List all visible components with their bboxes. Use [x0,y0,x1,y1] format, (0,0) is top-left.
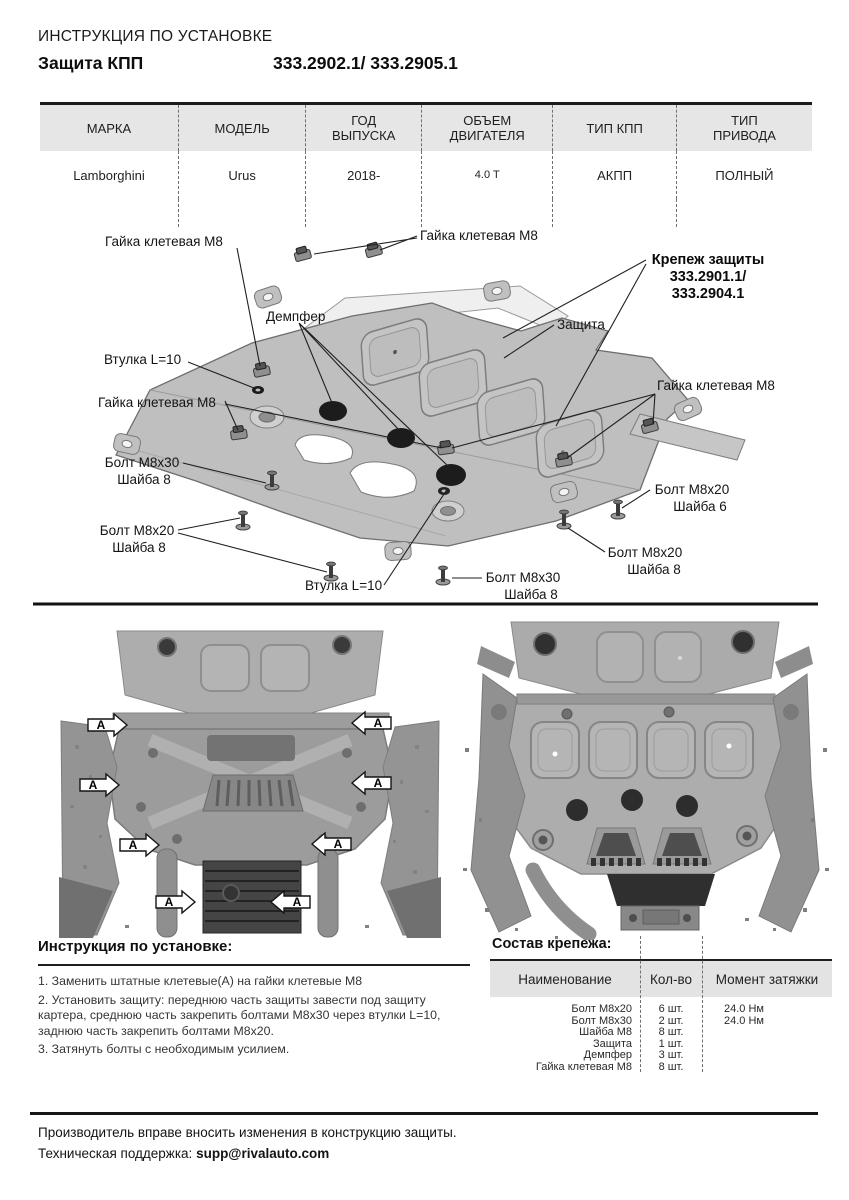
label-bolt-m8x20-right1: Болт М8х20 [654,482,730,497]
hardware-col-torque: Момент затяжки [715,971,819,987]
spec-header-gearbox: ТИП КПП [553,105,677,151]
label-fastener-kit-title: Крепеж защиты [651,252,765,268]
svg-text:A: A [128,838,138,853]
photo-underbody-stock [55,625,445,940]
svg-text:A: A [373,716,383,731]
svg-text:A: A [292,895,302,910]
label-washer8-left2: Шайба 8 [112,540,166,555]
label-damper: Демпфер [266,309,326,324]
hardware-row: Демпфер 3 шт. [583,1049,684,1061]
label-washer6-right: Шайба 6 [673,499,727,514]
footer-support-line [38,1143,457,1164]
hardware-heading: Состав крепежа: [492,936,612,952]
spec-value-year: 2018- [306,151,422,199]
hardware-col-divider-1 [640,936,641,1072]
spec-header-drive: ТИП ПРИВОДА [677,105,812,151]
installation-heading: Инструкция по установке: [38,938,470,966]
product-name: Защита КПП [38,53,144,73]
spec-header-year: ГОД ВЫПУСКА [306,105,422,151]
label-washer8-left1: Шайба 8 [117,472,171,487]
label-bolt-m8x30-bottom: Болт М8х30 [485,570,561,585]
label-bushing-left: Втулка L=10 [104,352,182,367]
spec-value-gearbox: АКПП [553,151,677,199]
footer [38,1122,457,1164]
hardware-col-divider-2 [702,936,703,1072]
spec-header-brand: МАРКА [40,105,179,151]
label-protection: Защита [557,317,605,332]
footer-support-label: Техническая поддержка: [38,1146,193,1161]
exploded-diagram [0,200,849,610]
svg-text:A: A [164,895,174,910]
hardware-row: Шайба М8 8 шт. [579,1026,684,1038]
installation-step-1: 1. Заменить штатные клетевые(А) на гайки клетевые М8 [38,974,363,988]
svg-text:A: A [333,837,343,852]
hardware-col-qty: Кол-во [650,971,692,987]
svg-text:A: A [88,778,98,793]
hardware-kit-table [490,936,832,1073]
installation-instructions [38,938,470,1058]
label-clip-nut-top-center: Гайка клетевая М8 [420,228,538,243]
spec-value-engine: 4.0 T [422,151,553,199]
label-fastener-kit-pn2: 333.2904.1 [671,286,745,302]
installation-step-2: 2. Установить защиту: переднюю часть защиты завести под защиту картера, среднюю часть закрепить болтами М8х30 через втулки L=10, заднюю часть закрепить болтами М8х20. [38,992,441,1038]
hardware-row: Гайка клетевая М8 8 шт. [535,1060,684,1073]
hardware-row: Болт М8х30 2 шт. 24.0 Нм [571,1014,764,1027]
spec-header-model: МОДЕЛЬ [179,105,306,151]
label-clip-nut-left: Гайка клетевая М8 [98,395,216,410]
spec-value-brand: Lamborghini [40,151,179,199]
spec-value-drive: ПОЛНЫЙ [715,167,774,183]
spec-header-engine: ОБЪЕМ ДВИГАТЕЛЯ [422,105,553,151]
label-washer8-bottom: Шайба 8 [504,587,558,602]
label-clip-nut-top-left: Гайка клетевая М8 [105,234,223,249]
hardware-row: Болт М8х20 6 шт. 24.0 Нм [571,1003,764,1015]
footer-support-email: supp@rivalauto.com [196,1146,330,1161]
svg-text:A: A [96,718,106,733]
spec-value-model: Urus [179,151,306,199]
part-numbers: 333.2902.1/ 333.2905.1 [273,53,458,73]
installation-step-3: 3. Затянуть болты с необходимым усилием. [38,1042,290,1056]
hardware-col-name: Наименование [518,971,612,987]
photo-underbody-installed [455,618,835,940]
label-bolt-m8x20-left: Болт М8х20 [99,523,175,538]
svg-text:A: A [373,776,383,791]
label-bolt-m8x20-right2: Болт М8х20 [607,545,683,560]
label-washer8-right: Шайба 8 [627,562,681,577]
label-fastener-kit-pn1: 333.2901.1/ [669,269,747,285]
label-bushing-bottom: Втулка L=10 [305,578,383,593]
footer-note: Производитель вправе вносить изменения в конструкцию защиты. [38,1125,457,1140]
footer-divider [30,1112,818,1115]
label-bolt-m8x30-left: Болт М8х30 [104,455,180,470]
hardware-row: Защита 1 шт. [593,1037,684,1050]
label-clip-nut-right: Гайка клетевая М8 [657,378,775,393]
doc-type-title: ИНСТРУКЦИЯ ПО УСТАНОВКЕ [38,28,273,45]
